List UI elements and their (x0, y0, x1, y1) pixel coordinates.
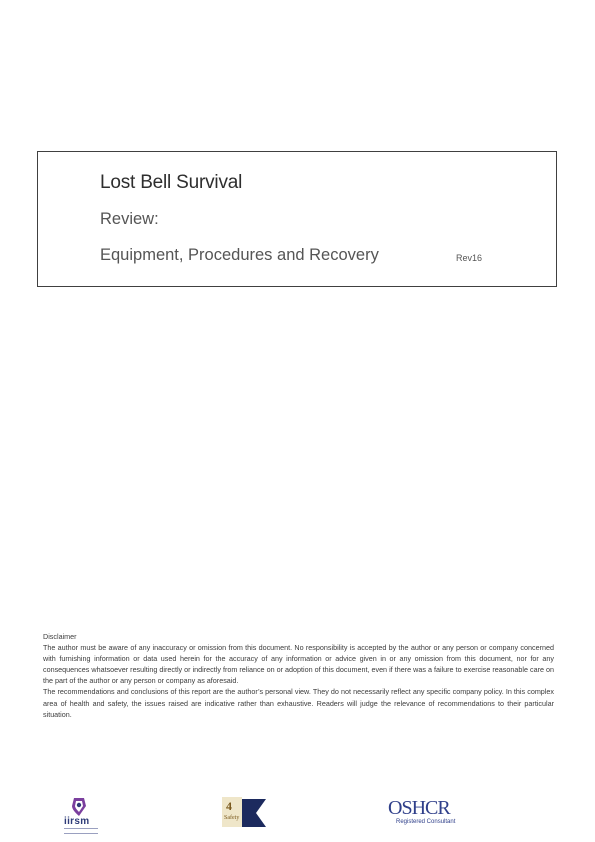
disclaimer-paragraph-2: The recommendations and conclusions of this report are the author’s personal view. They do not necessarily reflect any specific company policy. In this complex area of health and safety, the issues raised are indicative rather than exhaustive. Readers will judge the relevance of recommendations to their particular situation. (43, 687, 554, 719)
oshcr-registered-consultant: Registered Consultant (396, 819, 456, 825)
document-subtitle-topic: Equipment, Procedures and Recovery (100, 246, 379, 264)
iirsm-shield-icon (60, 796, 104, 818)
disclaimer-heading: Disclaimer (43, 632, 77, 641)
iirsm-logo (60, 796, 104, 836)
disclaimer-paragraph-1: The author must be aware of any inaccuracy or omission from this document. No responsibility is accepted by the author or any person or company concerned with furnishing information or data used herein for the accuracy of any information or advice given in or any omission from this document, nor for any consequences whatsoever resulting directly or indirectly from reliance on or adoption of this document, even if there was a failure to exercise reasonable care on the part of the author or any person or company as aforesaid. (43, 643, 554, 686)
4safety-wordmark: Safety (224, 815, 240, 821)
iirsm-tagline-lines (64, 828, 98, 834)
revision-label: Rev16 (456, 253, 483, 263)
disclaimer-block (43, 631, 554, 720)
4safety-logo (222, 797, 270, 829)
document-subtitle-review: Review: (100, 210, 159, 228)
cover-title-box (37, 151, 557, 287)
document-title: Lost Bell Survival (100, 172, 243, 193)
oshcr-logo (388, 797, 456, 829)
4safety-number: 4 (226, 799, 232, 813)
iirsm-wordmark: iirsm (64, 816, 90, 827)
oshcr-wordmark: OSHCR (388, 797, 450, 819)
